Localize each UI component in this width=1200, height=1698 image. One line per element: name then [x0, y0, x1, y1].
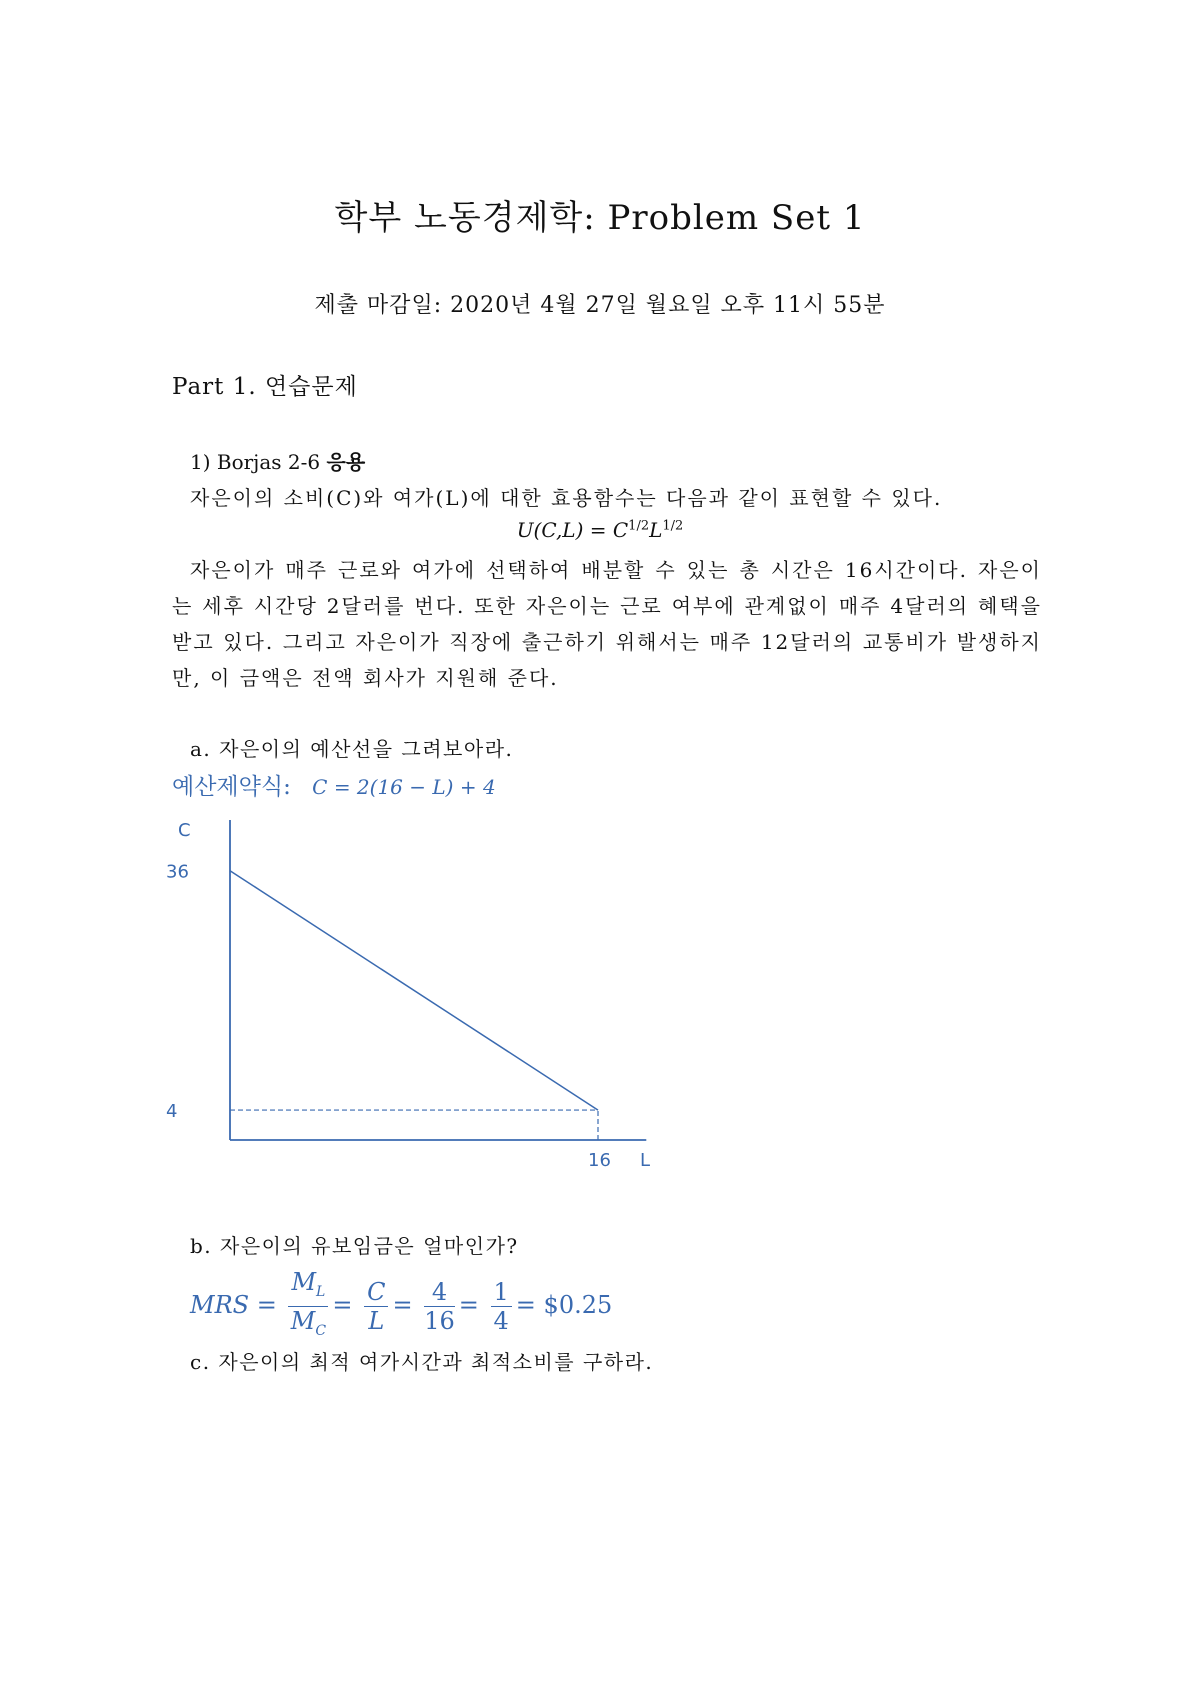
question-tag: 응용: [326, 450, 366, 474]
x-axis-label: L: [640, 1150, 651, 1171]
mrs-result: $0.25: [543, 1290, 613, 1319]
question-number: 1) Borjas 2-6: [190, 450, 321, 474]
mrs-symbol: MRS: [190, 1290, 250, 1319]
part-heading: Part 1. 연습문제: [172, 374, 358, 400]
utility-exponent-l: 1/2: [662, 518, 684, 534]
question-heading: [190, 446, 365, 475]
budget-line-chart: [160, 810, 700, 1180]
budget-line: [230, 871, 598, 1110]
part-a-prompt: a. 자은이의 예산선을 그려보아라.: [190, 737, 514, 761]
question-paragraph: [172, 552, 1042, 696]
utility-mid: L: [649, 518, 663, 542]
y-tick-label: 4: [166, 1101, 178, 1123]
fraction-ml-mc: $\frac{M_L}{M_C}$: [288, 1268, 328, 1345]
mrs-equation: MRS = $\frac{M_L}{M_C}$ = $\frac{C}{L}$ = $\frac{4}{16}$ = $\frac{1}{4}$ = $0.25: [190, 1268, 612, 1345]
fraction-4-16: $\frac{4}{16}$: [424, 1277, 455, 1335]
x-tick-label: 16: [588, 1150, 611, 1171]
fraction-c-l: $\frac{C}{L}$: [364, 1278, 388, 1335]
paragraph-text: 자은이가 매주 근로와 여가에 선택하여 배분할 수 있는 총 시간은 16시간이다. 자은이는 세후 시간당 2달러를 번다. 또한 자은이는 근로 여부에 관계없이 매주 4달러의 혜택을 받고 있다. 그리고 자은이가 직장에 출근하기 위해서는 매주 12달러의 교통비가 발생하지만, 이 금액은 전액 회사가 지원해 준다.: [172, 558, 1042, 690]
utility-lhs: U(C,L) = C: [516, 518, 629, 542]
budget-equation: C = 2(16 − L) + 4: [312, 775, 496, 799]
utility-formula: [0, 518, 1200, 542]
deadline: 제출 마감일: 2020년 4월 27일 월요일 오후 11시 55분: [314, 293, 886, 318]
y-tick-label: 36: [166, 861, 189, 883]
question-intro: 자은이의 소비(C)와 여가(L)에 대한 효용함수는 다음과 같이 표현할 수 있다.: [190, 486, 943, 510]
budget-constraint: [172, 768, 496, 801]
part-b-prompt: b. 자은이의 유보임금은 얼마인가?: [190, 1234, 519, 1258]
fraction-1-4: $\frac{1}{4}$: [491, 1278, 512, 1335]
budget-label: 예산제약식:: [172, 774, 291, 800]
utility-exponent-c: 1/2: [628, 518, 650, 534]
y-axis-label: C: [178, 820, 191, 841]
part-c-prompt: c. 자은이의 최적 여가시간과 최적소비를 구하라.: [190, 1350, 654, 1374]
page-title: 학부 노동경제학: Problem Set 1: [334, 198, 866, 238]
